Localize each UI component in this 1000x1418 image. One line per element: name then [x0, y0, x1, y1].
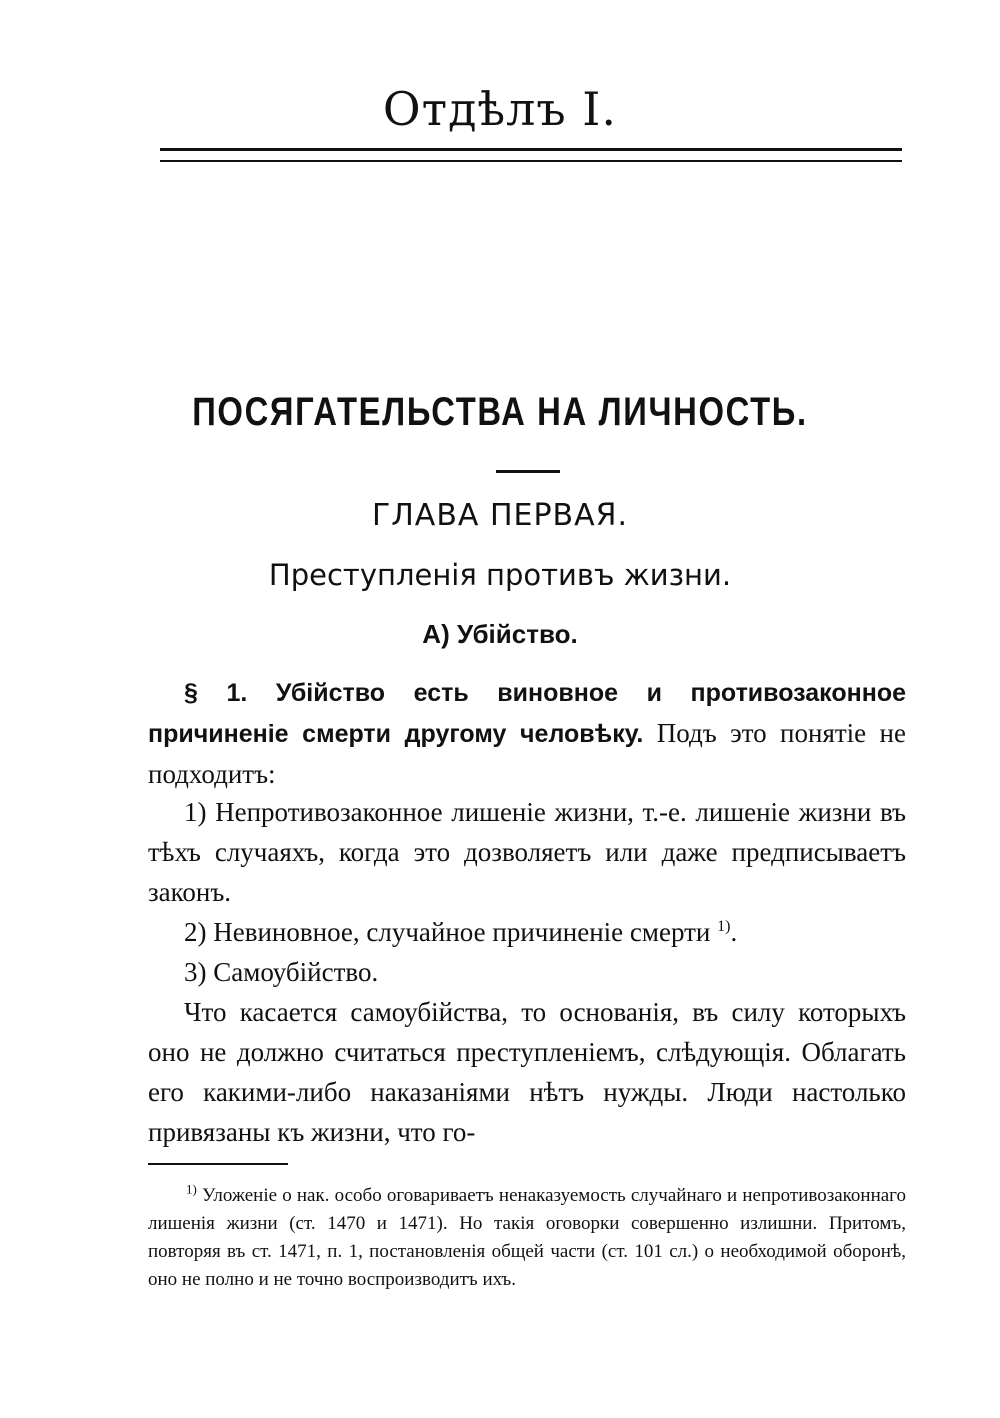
list-item-2: [148, 912, 906, 952]
paragraph-1-lead: § 1. Убійство есть виновное и противозаконное причиненіе смерти другому человѣку.: [148, 679, 906, 748]
chapter-subtitle: Преступленія противъ жизни.: [268, 558, 732, 592]
part-title: ПОСЯГАТЕЛЬСТВА НА ЛИЧНОСТЬ.: [192, 390, 808, 434]
paragraph-1: [148, 672, 906, 794]
footnote-ref: 1): [717, 918, 731, 935]
footnote: [148, 1182, 906, 1294]
paragraph-1-rest: Подъ это понятіе не подходитъ:: [148, 718, 906, 789]
list-item-2-end: .: [730, 917, 738, 947]
chapter-title: ГЛАВА ПЕРВАЯ.: [371, 498, 629, 533]
footnote-marker: 1): [186, 1181, 197, 1197]
paragraph-2: Что касается самоубійства, то основанія, въ силу которыхъ оно не должно считаться преступленіемъ, слѣдующія. Облагать его какими-либо наказаніями нѣтъ нужды. Люди настолько привязаны къ жизни, что го-: [148, 997, 906, 1147]
list-item-3: 3) Самоубійство.: [184, 957, 379, 987]
title-divider: [496, 470, 560, 473]
header-rule-thick: [160, 148, 902, 151]
header-rule-thin: [160, 160, 902, 162]
footnote-text: Уложеніе о нак. особо оговариваетъ ненаказуемость случайнаго и непротивозаконнаго лишенія жизни (ст. 1470 и 1471). Но такія оговорки совершенно излишни. Притомъ, повторяя въ ст. 1471, п. 1, постановленія общей части (ст. 101 сл.) о необходимой оборонѣ, оно не полно и не точно воспроизводитъ ихъ.: [148, 1185, 907, 1290]
section-header: Отдѣлъ I.: [382, 82, 618, 136]
footnote-rule: [148, 1163, 288, 1165]
list-item-1: 1) Непротивозаконное лишеніе жизни, т.-е. лишеніе жизни въ тѣхъ случаяхъ, когда это дозволяетъ или даже предписываетъ законъ.: [148, 797, 906, 907]
subsection-title: А) Убійство.: [422, 619, 578, 649]
list-item-2-text: 2) Невиновное, случайное причиненіе смерти: [184, 917, 711, 947]
